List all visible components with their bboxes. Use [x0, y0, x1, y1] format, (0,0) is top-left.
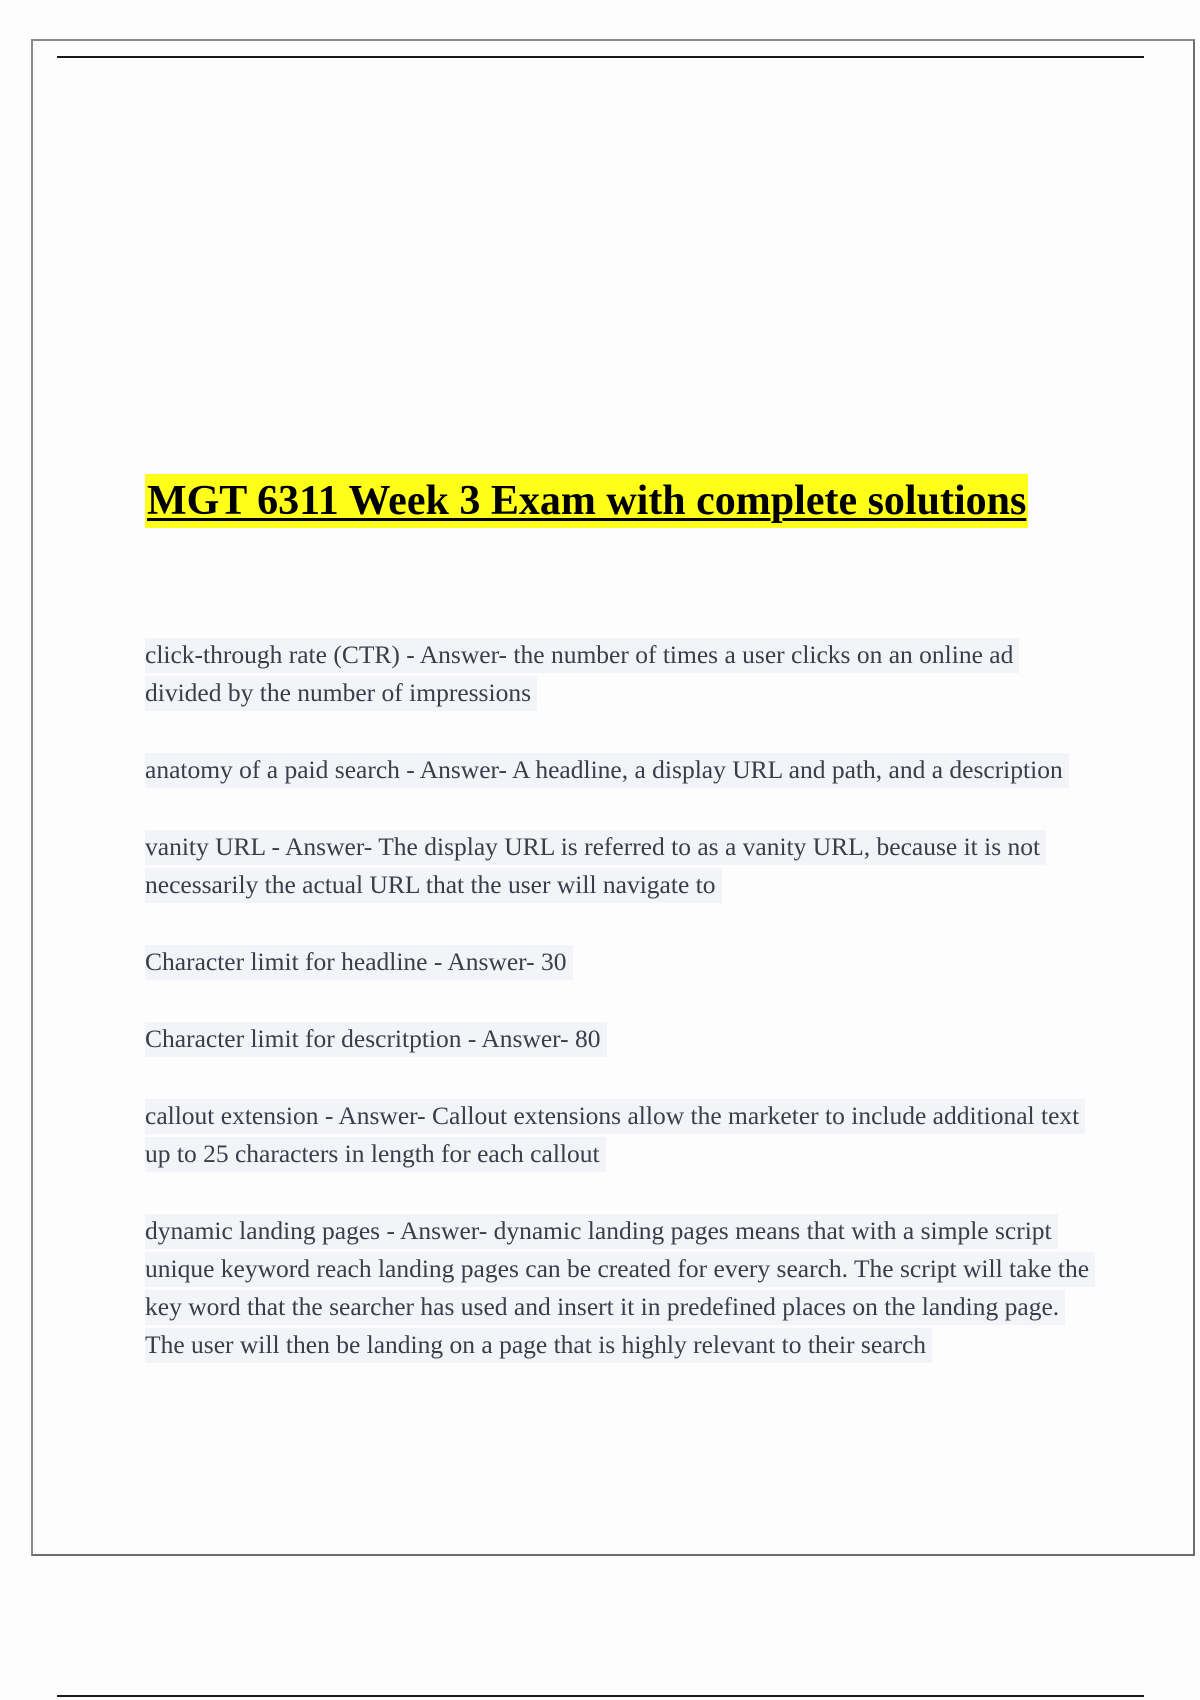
- qa-item-vanity-url: [145, 828, 1095, 904]
- qa-item-ctr: [145, 636, 1095, 712]
- document-title: MGT 6311 Week 3 Exam with complete solutions: [145, 474, 1028, 528]
- qa-item-text: anatomy of a paid search - Answer- A headline, a display URL and path, and a description: [145, 753, 1069, 788]
- qa-item-text: Character limit for descritption - Answer- 80: [145, 1022, 607, 1057]
- bottom-rule: [57, 1695, 1144, 1697]
- title-block: [145, 474, 1028, 528]
- top-rule: [57, 56, 1144, 58]
- qa-item-text: dynamic landing pages - Answer- dynamic landing pages means that with a simple script unique keyword reach landing pages can be created for every search. The script will take the key word that the searcher has used and insert it in predefined places on the landing page. The user will then be landing on a page that is highly relevant to their search: [145, 1214, 1095, 1363]
- qa-item-callout-extension: [145, 1097, 1095, 1173]
- qa-item-text: vanity URL - Answer- The display URL is referred to as a vanity URL, because it is not necessarily the actual URL that the user will navigate to: [145, 830, 1046, 903]
- qa-item-description-limit: [145, 1020, 1095, 1058]
- qa-item-paid-search: [145, 751, 1095, 789]
- qa-item-dynamic-landing: [145, 1212, 1095, 1364]
- qa-item-text: click-through rate (CTR) - Answer- the number of times a user clicks on an online ad divided by the number of impressions: [145, 638, 1019, 711]
- qa-item-text: callout extension - Answer- Callout extensions allow the marketer to include additional text up to 25 characters in length for each callout: [145, 1099, 1085, 1172]
- qa-item-headline-limit: [145, 943, 1095, 981]
- qa-list: [145, 636, 1095, 1403]
- qa-item-text: Character limit for headline - Answer- 30: [145, 945, 573, 980]
